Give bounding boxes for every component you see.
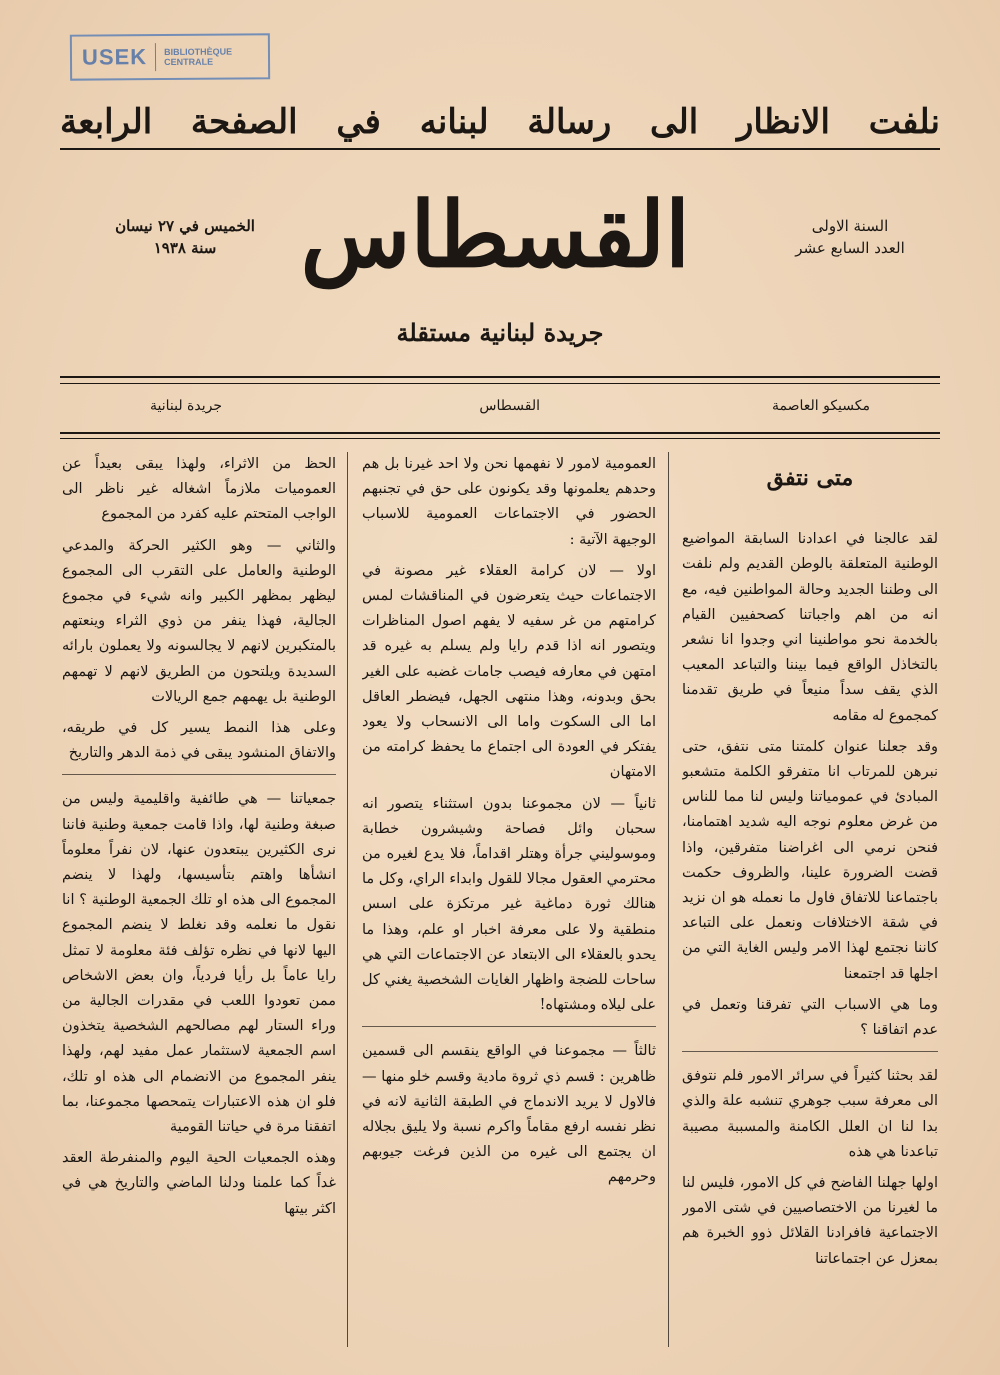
article-paragraph: العمومية لامور لا نفهمها نحن ولا احد غيرنا بل هم وحدهم يعلمونها وقد يكونون على حق في تجنبهم الحضور في الاجتماعات العمومية للاسباب الوجيهة الآتية : bbox=[362, 456, 656, 548]
headline-word: نلفت bbox=[868, 102, 940, 142]
article-paragraph: وقد جعلنا عنوان كلمتنا متى نتفق، حتى نبرهن للمرتاب انا متفرقو الكلمة متشعبو المبادئ في عمومياتنا وليس لنا مما للناس من غرض معلوم نوجه اليه شديد اهتمامنا، فنحن نرمي الى اغراضنا متفرقين، واذا قضت الضرورة علينا، والظروف حكمت باجتماعنا للاتفاق فاول ما نعمله هو ان نزيد في شقة الاختلافات ونعمل على التباعد كاننا نجتمع لهذا الامر وليس الغاية التي من اجلها قد اجتمعنا bbox=[682, 738, 938, 982]
article-paragraph: الحظ من الاثراء، ولهذا يبقى بعيداً عن العموميات ملازماً اشغاله غير ناظر الى الواجب المتحتم عليه كفرد من المجموع bbox=[62, 456, 336, 523]
newspaper-title: القسطاس bbox=[300, 182, 690, 288]
article-paragraph: اولها جهلنا الفاضح في كل الامور، فليس لنا ما لغيرنا من الاختصاصيين في شتى الامور الاجتماعية فافرادنا القلائل ذوو الخبرة هم بمعزل عن اجتماعاتنا bbox=[682, 1175, 938, 1267]
article-column-right bbox=[682, 452, 938, 1347]
article-paragraph: ثانياً — لان مجموعنا بدون استثناء يتصور انه سحبان وائل فصاحة وشيشرون خطابة وموسوليني جرأة وهتلر اقداماً، فلا يدع لغيره من محترمي العقول مجالا للقول وابداء الراي، وكل ما هنالك ثورة دماغية غير مرتكزة على اسس منطقية ولا على معرفة اخبار او علم، وهذا ما يحدو بالعقلاء الى الابتعاد عن الاجتماعات التي هي ساحات للضجة واظهار الغايات الشخصية يغني كل على ليلاه ومشتهاه! bbox=[362, 795, 656, 1014]
stamp-logo: USEK bbox=[81, 44, 148, 70]
headline-word: الانظار bbox=[736, 102, 830, 142]
issue-date-line-2: سنة ١٩٣٨ bbox=[153, 239, 217, 257]
column-separator bbox=[682, 1051, 938, 1052]
article-paragraph: ثالثاً — مجموعنا في الواقع ينقسم الى قسمين ظاهرين : قسم ذي ثروة مادية وقسم خلو منها — فالاول لا يريد الاندماج في الطبقة الثانية لانه في نظر نفسه ارفع مقاماً واكرم نسبة ولا يليق بجلاله ان يجتمع الى غيره من الذين فرغت جيوبهم وحرمهم bbox=[362, 1043, 656, 1186]
headline-word: الى bbox=[650, 102, 699, 142]
article-title: متى نتفق bbox=[766, 465, 854, 491]
article-paragraph: لقد عالجنا في اعدادنا السابقة المواضيع الوطنية المتعلقة بالوطن القديم ولم نلفت الى وطننا الجديد وحالة المواطنين فيه، مع انه من اهم واجباتنا كصحفيين القيام بالخدمة نحو مواطنينا اني وجدوا انا نشعر بالتخاذل الواقع فيما بيننا والتباعد المعيب الذي يقف سداً منيعاً في طريق تقدمنا كمجموع له مقامه bbox=[682, 531, 938, 724]
column-divider bbox=[668, 452, 669, 1347]
nav-rule-top bbox=[60, 432, 940, 434]
issue-date-line-1: الخميس في ٢٧ نيسان bbox=[115, 217, 255, 235]
article-paragraph: وهذه الجمعيات الحية اليوم والمنفرطة العقد غداً كما علمنا ودلنا الماضي والتاريخ هي في اكثر بيتها bbox=[62, 1150, 336, 1217]
column-separator bbox=[362, 1026, 656, 1027]
headline-word: الرابعة bbox=[60, 102, 153, 142]
article-paragraph: جمعياتنا — هي طائفية واقليمية وليس من صبغة وطنية لها، واذا قامت جمعية وطنية فاننا نرى الكثيرين يبتعدون عنها، لان نفراً معلوماً انشأها واهتم بتأسيسها، ولهذا لا ينضم المجموع الى هذه او تلك الجمعية الوطنية ؟ انا نقول ما نعلمه وقد نغلط لا ينضم المجموع اليها لانها في نظره تؤلف فئة معلومة لا تمثل رايا عاماً بل رأيا فردياً، وان بعض الاشخاص ممن تعودوا اللعب في مقدرات الجالية من وراء الستار لهم مصالحهم الشخصية يتخذون اسم الجمعية لاستثمار عمل مفيد لهم، ولهذا ينفر المجموع من الانضمام الى هذه او تلك، فلو ان هذه الاعتبارات يتمحصها مجموعنا، بما اتفقنا مرة في حياتنا القومية bbox=[62, 791, 336, 1136]
headline-banner bbox=[60, 102, 940, 142]
article-paragraph: اولا — لان كرامة العقلاء غير مصونة في الاجتماعات حيث يتعرضون في المناقشات لمس كرامتهم من غر سفيه لا يفهم اصول المناظرات ويتصور انه اذا قدم رايا ولم يسلم به غيره قد امتهن في معارفه فيصب جامات غضبه على الغير بحق وبدونه، وهذا منتهى الجهل، فيضطر العاقل اما الى السكوت واما الى الانسحاب ولا يعود يفتكر في العودة الى اجتماع ما يحفظ كرامته من الامتهان bbox=[362, 562, 656, 781]
article-paragraph: والثاني — وهو الكثير الحركة والمدعي الوطنية والعامل على التقرب الى المجموع ليظهر بمظهر الكبير وانه شيء في مجموع الجالية، فهذا ينفر من ذوي الثراء وينعتهم بالمتكبرين لانهم لا يجالسونه ولا يعملون بارائه السديدة ويلتحون من الطريق لانهم لا تهمهم الوطنية بل يهمهم جمع الريالات bbox=[62, 537, 336, 705]
newspaper-subtitle: جريدة لبنانية مستقلة bbox=[396, 318, 604, 347]
issue-number-line: العدد السابع عشر bbox=[795, 239, 905, 257]
article-column-left bbox=[62, 452, 336, 1347]
issue-year: السنة الاولى bbox=[811, 217, 889, 235]
article-column-middle bbox=[362, 452, 656, 1347]
masthead-rule-bottom bbox=[60, 383, 940, 384]
top-rule bbox=[60, 148, 940, 150]
headline-word: في bbox=[336, 102, 381, 142]
issue-number bbox=[780, 215, 920, 259]
masthead-rule-top bbox=[60, 376, 940, 378]
headline-word: رسالة bbox=[527, 102, 612, 142]
section-bar-right: مكسيكو العاصمة bbox=[771, 398, 870, 414]
column-divider bbox=[347, 452, 348, 1347]
issue-date bbox=[110, 215, 260, 259]
article-paragraph: وما هي الاسباب التي تفرقنا وتعمل في عدم اتفاقنا ؟ bbox=[682, 996, 938, 1039]
nav-rule-bottom bbox=[60, 438, 940, 439]
section-bar-center: القسطاس bbox=[479, 398, 540, 414]
stamp-text bbox=[164, 47, 232, 67]
section-bar-left: جريدة لبنانية bbox=[150, 398, 223, 414]
stamp-line-1: BIBLIOTHÈQUE bbox=[164, 46, 233, 58]
stamp-divider bbox=[155, 43, 156, 71]
section-bar bbox=[60, 398, 940, 422]
column-separator bbox=[62, 774, 336, 775]
library-stamp bbox=[70, 33, 270, 80]
headline-word: الصفحة bbox=[190, 102, 298, 142]
article-paragraph: وعلى هذا النمط يسير كل في طريقه، والاتفاق المنشود يبقى في ذمة الدهر والتاريخ bbox=[62, 720, 336, 762]
stamp-line-2: CENTRALE bbox=[164, 56, 214, 68]
article-paragraph: لقد بحثنا كثيراً في سرائر الامور فلم نتوفق الى معرفة سبب جوهري تنشبه علة والذي بدا لنا ان العلل الكامنة والمسببة مصيبة تباعدنا هي هذه bbox=[682, 1068, 938, 1160]
headline-word: لبنانه bbox=[419, 102, 489, 142]
